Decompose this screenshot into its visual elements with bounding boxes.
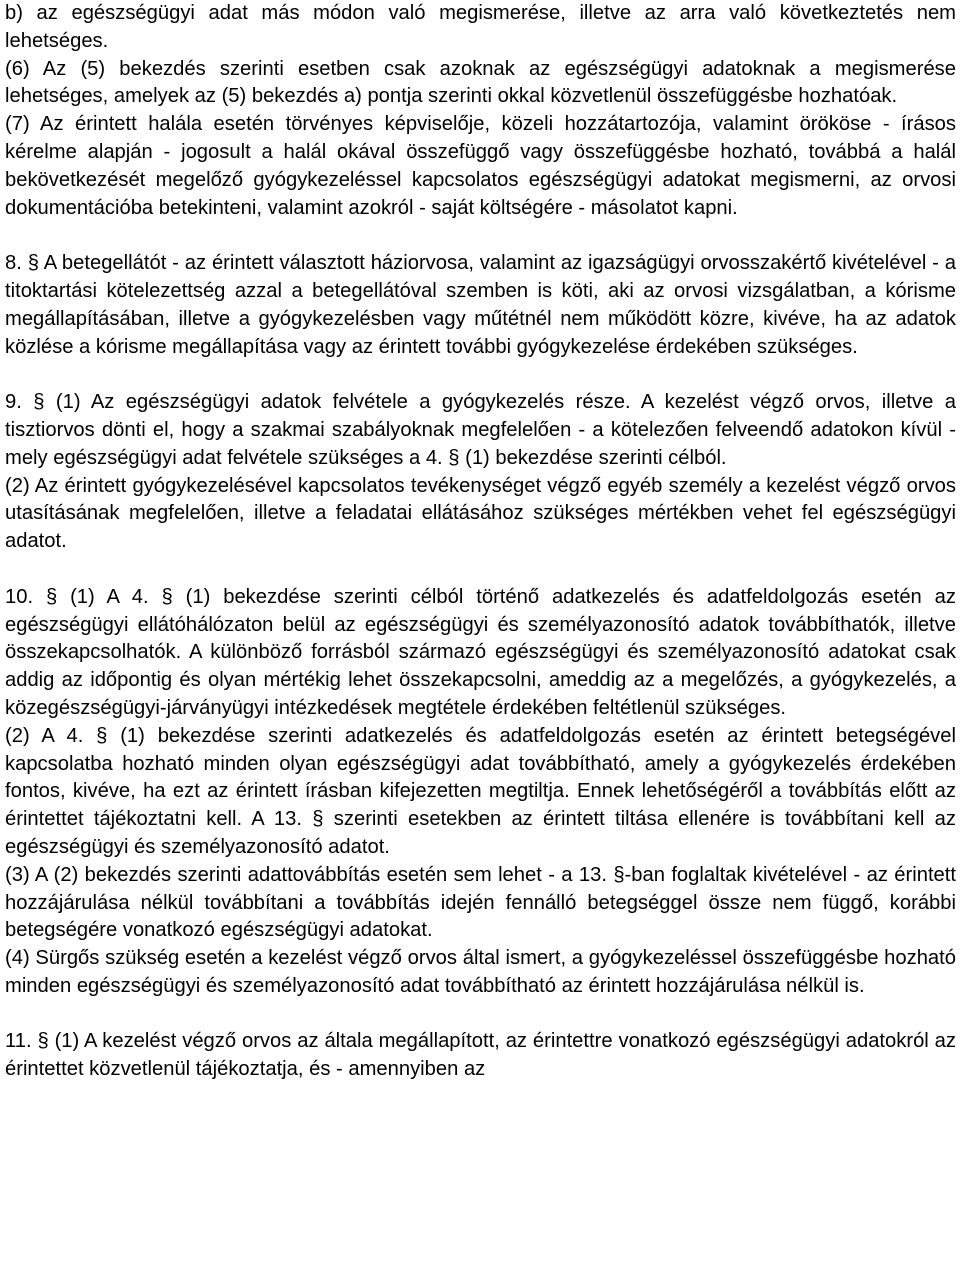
section-10-2: (2) A 4. § (1) bekezdése szerinti adatkezelés és adatfeldolgozás esetén az érintett betegségével kapcsolatba hozható minden olyan egészségügyi adat továbbítható, amely a gyógykezelés érdekében fontos, kivéve, ha ezt az érintett írásban kifejezetten megtiltja. Ennek lehetőségéről a továbbítás előtt az érintettet tájékoztatni kell. A 13. § szerinti esetekben az érintett tiltása ellenére is továbbítani kell az egészségügyi és személyazonosító adatot.: [5, 724, 956, 858]
paragraph-gap: [5, 222, 956, 250]
section-9-2: (2) Az érintett gyógykezelésével kapcsolatos tevékenységet végző egyéb személy a kezelést végző orvos utasításának megfelelően, illetve a feladatai ellátásához szükséges mértékben vehet fel egészségügyi adatot.: [5, 474, 956, 553]
paragraph-b: b) az egészségügyi adat más módon való megismerése, illetve az arra való következtetés nem lehetséges.: [5, 2, 956, 52]
section-9-1: 9. § (1) Az egészségügyi adatok felvétele a gyógykezelés része. A kezelést végző orvos, illetve a tisztiorvos dönti el, hogy a szakmai szabályoknak megfelelően - a kötelezően felveendő adatokon kívül - mely egészségügyi adat felvétele szükséges a 4. § (1) bekezdése szerinti célból.: [5, 391, 956, 469]
section-10-4: (4) Sürgős szükség esetén a kezelést végző orvos által ismert, a gyógykezeléssel összefüggésbe hozható minden egészségügyi és személyazonosító adat továbbítható az érintett hozzájárulása nélkül is.: [5, 947, 956, 997]
paragraph-gap: [5, 556, 956, 584]
section-10-3: (3) A (2) bekezdés szerinti adattovábbítás esetén sem lehet - a 13. §-ban foglaltak kivételével - az érintett hozzájárulása nélkül továbbítani a továbbítás idején fennálló betegséggel össze nem függő, korábbi betegségére vonatkozó egészségügyi adatokat.: [5, 863, 956, 942]
paragraph-gap: [5, 361, 956, 389]
section-10-1: 10. § (1) A 4. § (1) bekezdése szerinti célból történő adatkezelés és adatfeldolgozás esetén az egészségügyi ellátóhálózaton belül az egészségügyi és személyazonosító adatok továbbíthatók, illetve összekapcsolhatók. A különböző forrásból származó egészségügyi és személyazonosító adatokat csak addig az időpontig és olyan mértékig lehet összekapcsolni, ameddig az a megelőzés, a gyógykezelés, a közegészségügyi-járványügyi intézkedések megtétele érdekében feltétlenül szükséges.: [5, 585, 956, 719]
paragraph-gap: [5, 1001, 956, 1029]
paragraph-6: (6) Az (5) bekezdés szerinti esetben csak azoknak az egészségügyi adatoknak a megismerése lehetséges, amelyek az (5) bekezdés a) pontja szerinti okkal közvetlenül összefüggésbe hozhatóak.: [5, 57, 956, 108]
section-8: 8. § A betegellátót - az érintett választott háziorvosa, valamint az igazságügyi orvosszakértő kivételével - a titoktartási kötelezettség azzal a betegellátóval szemben is köti, aki az orvosi vizsgálatban, a kórisme megállapításában, illetve a gyógykezelésben vagy műtétnél nem működött közre, kivéve, ha az adatok közlése a kórisme megállapítása vagy az érintett további gyógykezelése érdekében szükséges.: [5, 252, 956, 358]
document-page: [5, 0, 956, 1084]
paragraph-7: (7) Az érintett halála esetén törvényes képviselője, közeli hozzátartozója, valamint örököse - írásos kérelme alapján - jogosult a halál okával összefüggő vagy összefüggésbe hozható, továbbá a halál bekövetkezését megelőző gyógykezeléssel kapcsolatos egészségügyi adatokat megismerni, az orvosi dokumentációba betekinteni, valamint azokról - saját költségére - másolatot kapni.: [5, 113, 956, 219]
section-11-1: 11. § (1) A kezelést végző orvos az általa megállapított, az érintettre vonatkozó egészségügyi adatokról az érintettet közvetlenül tájékoztatja, és - amennyiben az: [5, 1030, 956, 1081]
